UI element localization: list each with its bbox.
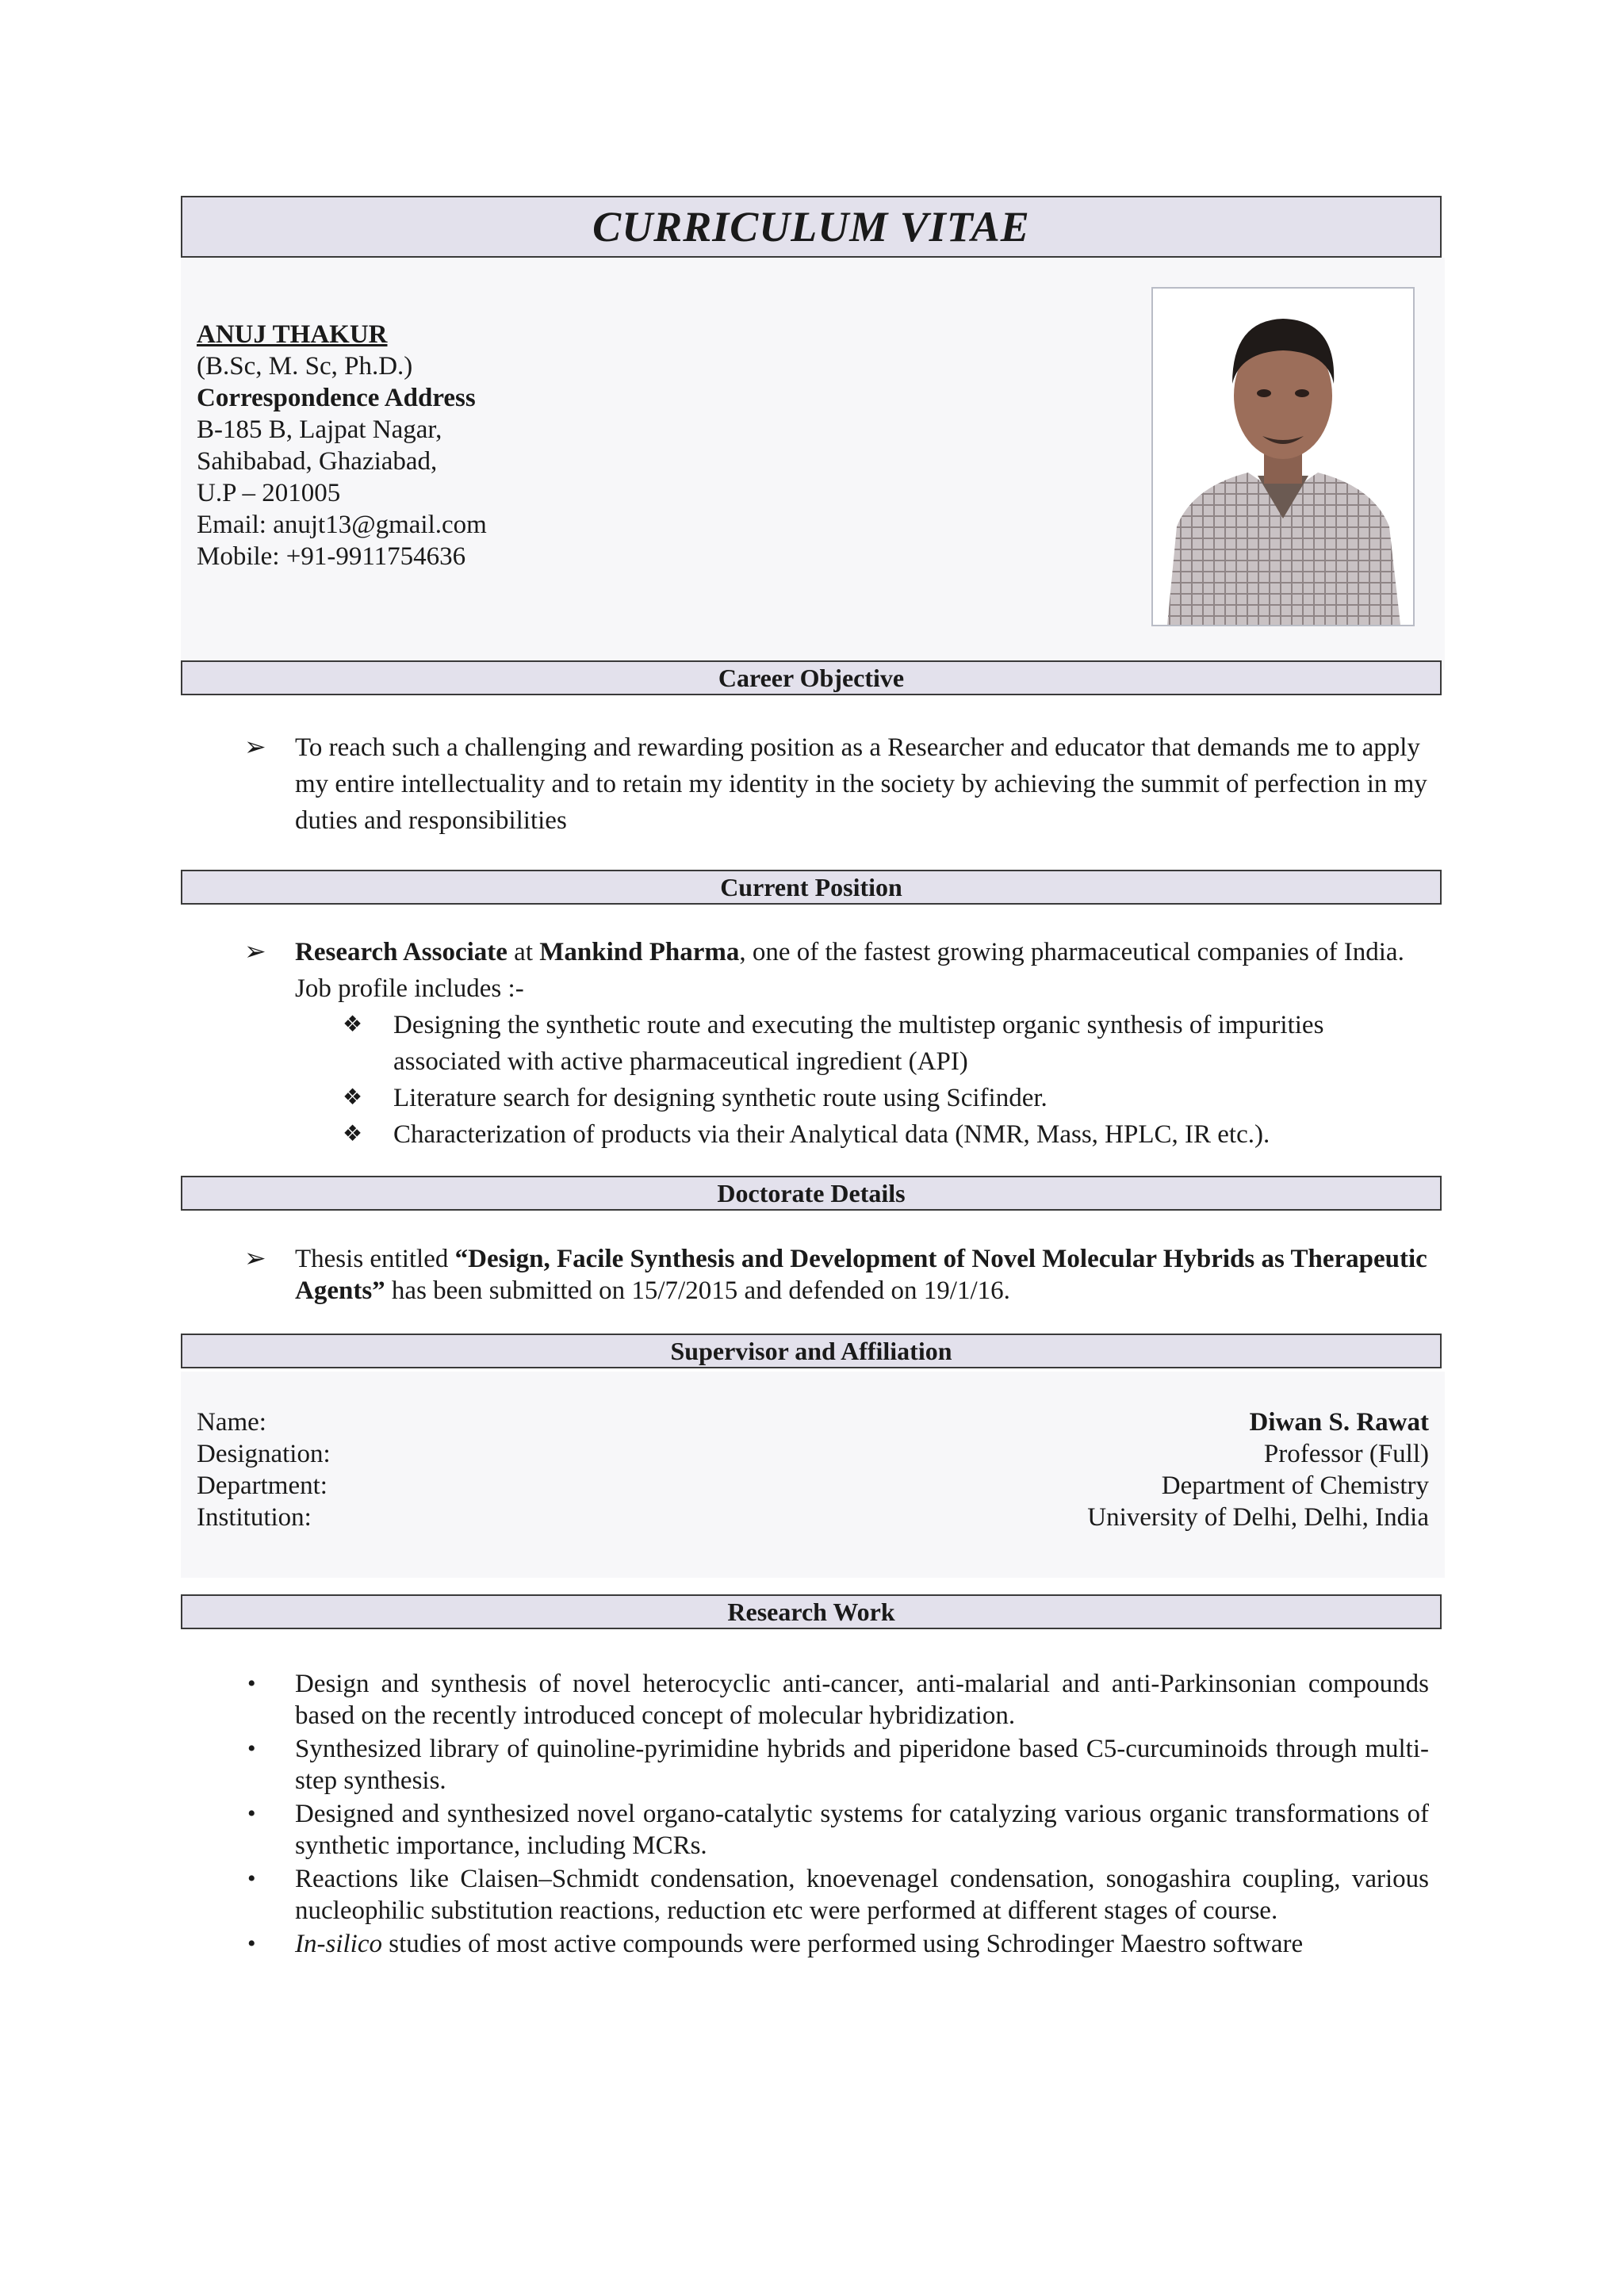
table-row bbox=[197, 1406, 1429, 1438]
list-item bbox=[238, 1080, 1429, 1116]
field-label: Designation: bbox=[197, 1440, 331, 1468]
address-line: Sahibabad, Ghaziabad, bbox=[197, 447, 438, 476]
list-item bbox=[238, 1733, 1429, 1797]
supervisor-details bbox=[197, 1406, 1429, 1533]
in-silico-label: In-silico bbox=[295, 1930, 382, 1958]
dot-bullet-icon: • bbox=[247, 1931, 256, 1957]
role: Research Associate bbox=[295, 938, 508, 966]
research-work bbox=[238, 1668, 1429, 1961]
field-value: University of Delhi, Delhi, India bbox=[1087, 1503, 1429, 1532]
research-item: Design and synthesis of novel heterocyclic anti-cancer, anti-malarial and anti-Parkinsonian compounds based on the recently introduced concept of molecular hybridization. bbox=[295, 1670, 1429, 1730]
profile-photo bbox=[1151, 287, 1415, 626]
list-item bbox=[238, 1116, 1429, 1153]
arrow-bullet-icon: ➢ bbox=[244, 733, 266, 762]
field-value: Department of Chemistry bbox=[1161, 1471, 1429, 1500]
section-current-position: Current Position bbox=[181, 870, 1442, 905]
diamond-bullet-icon: ❖ bbox=[343, 1122, 363, 1146]
at-text: at bbox=[507, 938, 540, 966]
address-label: Correspondence Address bbox=[197, 384, 476, 412]
research-item: Reactions like Claisen–Schmidt condensation, knoevenagel condensation, sonogashira coupling, various nucleophilic substitution reactions, reduction etc were performed at different stages of course. bbox=[295, 1865, 1429, 1925]
dot-bullet-icon: • bbox=[247, 1735, 256, 1762]
table-row bbox=[197, 1470, 1429, 1502]
mobile: Mobile: +91-9911754636 bbox=[197, 542, 466, 571]
diamond-bullet-icon: ❖ bbox=[343, 1012, 363, 1037]
degrees: (B.Sc, M. Sc, Ph.D.) bbox=[197, 352, 413, 381]
cv-title: CURRICULUM VITAE bbox=[181, 196, 1442, 258]
dot-bullet-icon: • bbox=[247, 1670, 256, 1697]
current-position bbox=[238, 934, 1429, 1153]
dot-bullet-icon: • bbox=[247, 1866, 256, 1892]
duty: Literature search for designing synthetic route using Scifinder. bbox=[393, 1084, 1048, 1112]
address-line: B-185 B, Lajpat Nagar, bbox=[197, 415, 442, 444]
section-supervisor-affiliation: Supervisor and Affiliation bbox=[181, 1334, 1442, 1368]
career-objective bbox=[238, 729, 1429, 839]
portrait-icon bbox=[1153, 289, 1413, 625]
research-item: Designed and synthesized novel organo-catalytic systems for catalyzing various organic transformations of synthetic importance, including MCRs. bbox=[295, 1800, 1429, 1860]
arrow-bullet-icon: ➢ bbox=[244, 938, 266, 966]
list-item bbox=[238, 934, 1429, 1007]
dot-bullet-icon: • bbox=[247, 1800, 256, 1827]
field-label: Name: bbox=[197, 1408, 266, 1437]
list-item bbox=[238, 1007, 1429, 1080]
company: Mankind Pharma bbox=[539, 938, 740, 966]
list-item bbox=[238, 1668, 1429, 1732]
research-item: studies of most active compounds were performed using Schrodinger Maestro software bbox=[381, 1930, 1304, 1958]
field-label: Institution: bbox=[197, 1503, 312, 1532]
section-career-objective: Career Objective bbox=[181, 660, 1442, 695]
address-line: U.P – 201005 bbox=[197, 479, 341, 507]
diamond-bullet-icon: ❖ bbox=[343, 1085, 363, 1110]
list-item bbox=[238, 1798, 1429, 1862]
research-item: Synthesized library of quinoline-pyrimidine hybrids and piperidone based C5-curcuminoids through multi-step synthesis. bbox=[295, 1735, 1429, 1795]
arrow-bullet-icon: ➢ bbox=[244, 1245, 266, 1273]
thesis-prefix: Thesis entitled bbox=[295, 1245, 455, 1273]
career-text: To reach such a challenging and rewarding position as a Researcher and educator that demands me to apply my entire intellectuality and to retain my identity in the society by achieving the summit of perfection in my duties and responsibilities bbox=[295, 733, 1427, 835]
thesis-suffix: has been submitted on 15/7/2015 and defended on 19/1/16. bbox=[385, 1276, 1010, 1305]
email: Email: anujt13@gmail.com bbox=[197, 511, 487, 539]
field-value: Professor (Full) bbox=[1263, 1440, 1429, 1468]
table-row bbox=[197, 1438, 1429, 1470]
list-item bbox=[238, 1243, 1429, 1307]
supervisor-name: Diwan S. Rawat bbox=[1249, 1408, 1429, 1437]
duty: Designing the synthetic route and executing the multistep organic synthesis of impurities associated with active pharmaceutical ingredient (API) bbox=[393, 1011, 1324, 1076]
list-item bbox=[238, 1863, 1429, 1927]
section-doctorate-details: Doctorate Details bbox=[181, 1176, 1442, 1211]
list-item bbox=[238, 729, 1429, 839]
field-label: Department: bbox=[197, 1471, 327, 1500]
duty: Characterization of products via their Analytical data (NMR, Mass, HPLC, IR etc.). bbox=[393, 1120, 1270, 1149]
thesis-title: “Design, Facile Synthesis and Development of Novel Molecular Hybrids as Therapeutic Agents” bbox=[295, 1245, 1427, 1305]
list-item bbox=[238, 1928, 1429, 1960]
position-description: , one of the fastest growing pharmaceutical companies of India. Job profile includes :- bbox=[295, 938, 1404, 1003]
doctorate-details bbox=[238, 1243, 1429, 1307]
table-row bbox=[197, 1502, 1429, 1533]
contact-block bbox=[197, 319, 487, 572]
candidate-name: ANUJ THAKUR bbox=[197, 320, 388, 349]
section-research-work: Research Work bbox=[181, 1594, 1442, 1629]
